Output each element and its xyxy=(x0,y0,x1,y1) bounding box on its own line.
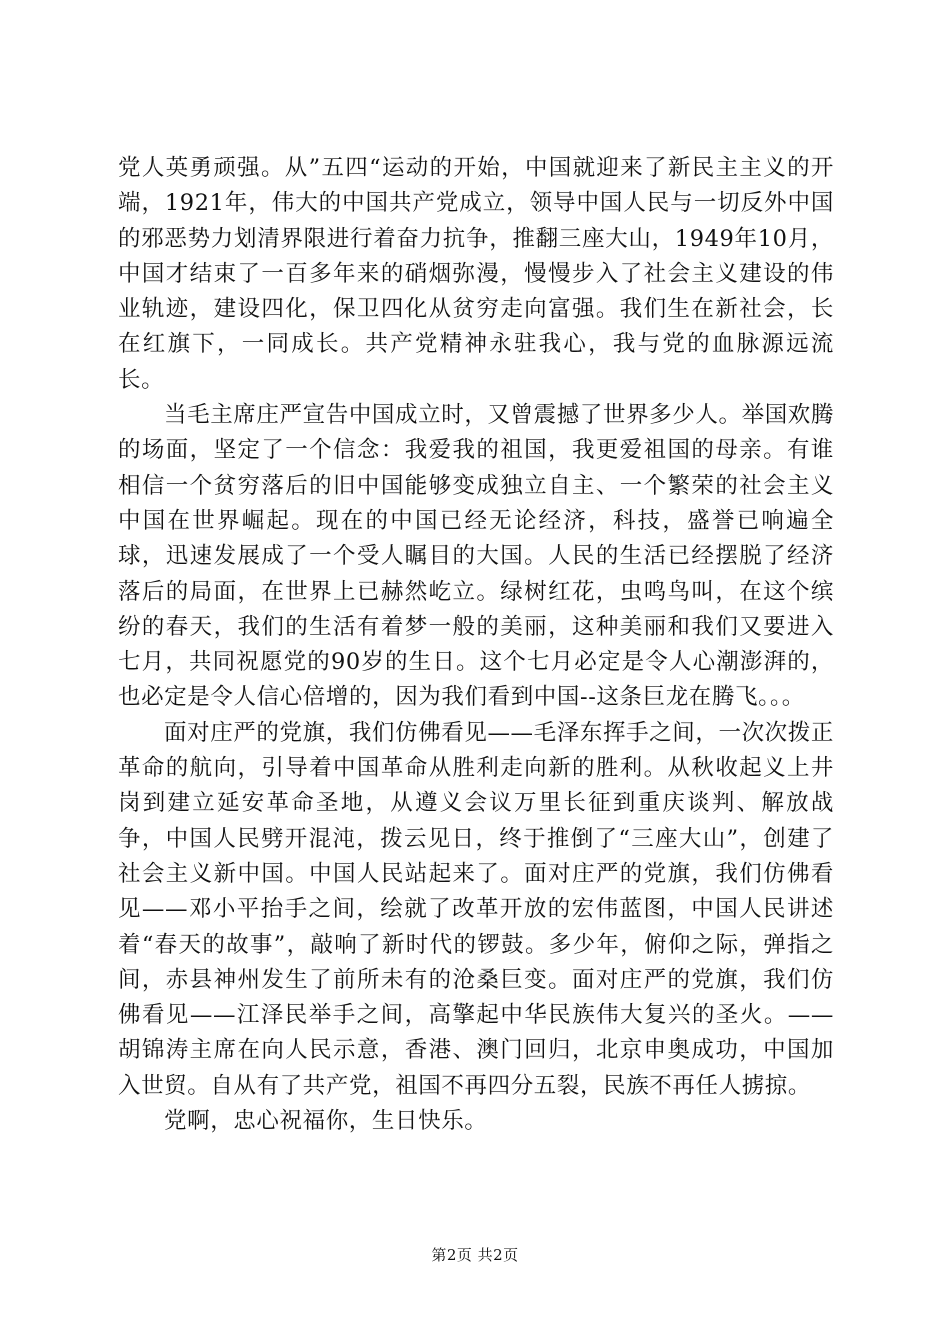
paragraph-3: 面对庄严的党旗，我们仿佛看见——毛泽东挥手之间，一次次拨正革命的航向，引导着中国革命从胜利走向新的胜利。从秋收起义上井岗到建立延安革命圣地，从遵义会议万里长征到重庆谈判、解放战争，中国人民劈开混沌，拨云见日，终于推倒了“三座大山”，创建了社会主义新中国。中国人民站起来了。面对庄严的党旗，我们仿佛看见——邓小平抬手之间，绘就了改革开放的宏伟蓝图，中国人民讲述着“春天的故事”，敲响了新时代的锣鼓。多少年，俯仰之际，弹指之间，赤县神州发生了前所未有的沧桑巨变。面对庄严的党旗，我们仿佛看见——江泽民举手之间，高擎起中华民族伟大复兴的圣火。——胡锦涛主席在向人民示意，香港、澳门回归，北京申奥成功，中国加入世贸。自从有了共产党，祖国不再四分五裂，民族不再任人掳掠。 xyxy=(118,719,834,1099)
paragraph-1: 党人英勇顽强。从”五四“运动的开始，中国就迎来了新民主主义的开端，1921年，伟大的中国共产党成立，领导中国人民与一切反外中国的邪恶势力划清界限进行着奋力抗争，推翻三座大山，1949年10月，中国才结束了一百多年来的硝烟弥漫，慢慢步入了社会主义建设的伟业轨迹，建设四化，保卫四化从贫穷走向富强。我们生在新社会，长在红旗下，一同成长。共产党精神永驻我心，我与党的血脉源远流长。 xyxy=(118,155,834,393)
paragraph-4: 党啊，忠心祝福你，生日快乐。 xyxy=(164,1108,488,1135)
document-body xyxy=(118,151,834,1139)
page-number-footer: 第2页 共2页 xyxy=(431,1246,519,1264)
paragraph-2: 当毛主席庄严宣告中国成立时，又曾震撼了世界多少人。举国欢腾的场面，坚定了一个信念：我爱我的祖国，我更爱祖国的母亲。有谁相信一个贫穷落后的旧中国能够变成独立自主、一个繁荣的社会主义中国在世界崛起。现在的中国已经无论经济，科技，盛誉已响遍全球，迅速发展成了一个受人瞩目的大国。人民的生活已经摆脱了经济落后的局面，在世界上已赫然屹立。绿树红花，虫鸣鸟叫，在这个缤纷的春天，我们的生活有着梦一般的美丽，这种美丽和我们又要进入七月，共同祝愿党的90岁的生日。这个七月必定是令人心潮澎湃的，也必定是令人信心倍增的，因为我们看到中国--这条巨龙在腾飞。。。 xyxy=(118,402,834,711)
